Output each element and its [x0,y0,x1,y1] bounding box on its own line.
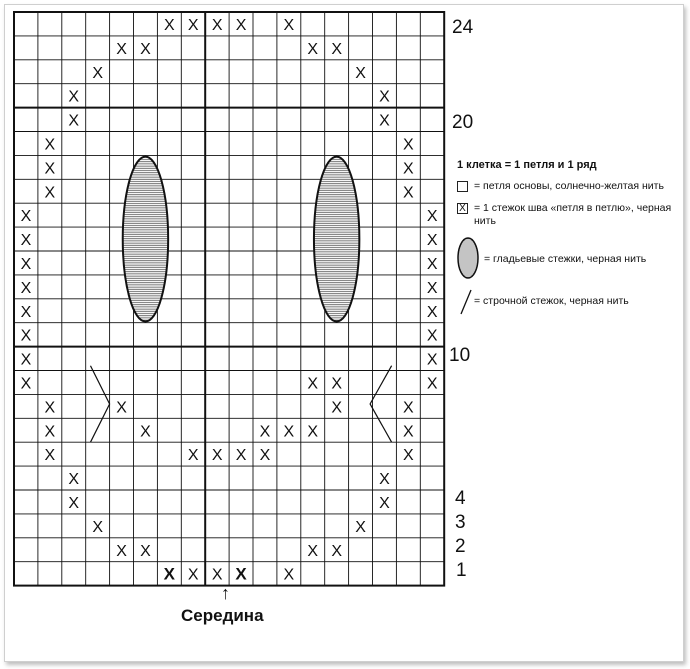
stitch-mark: X [307,40,319,58]
stitch-mark: X [20,255,32,273]
stitch-mark: X [68,88,80,106]
row-label-24: 24 [452,17,474,38]
row-label-10: 10 [449,345,471,366]
stitch-mark: X [20,303,32,321]
legend-item-satin: = гладьевые стежки, черная нить [484,253,647,265]
stitch-mark: X [68,112,80,130]
stitch-mark: X [426,232,438,250]
stitch-mark: X [20,351,32,369]
satin-ellipse-left [123,157,168,322]
stitch-mark: X [283,566,295,584]
stitch-mark: X [235,16,247,34]
stitch-mark: X [44,136,56,154]
stitch-mark: X [355,64,366,82]
stitch-mark: X [403,136,414,154]
stitch-mark: X [20,208,32,226]
stitch-mark: X [140,542,151,560]
stitch-mark: X [331,375,342,393]
stitch-mark: X [426,351,438,369]
stitch-mark: X [44,447,56,465]
legend-running-stitch-icon [459,288,473,316]
stitch-mark: X [307,542,319,560]
stitch-mark: X [379,112,390,130]
satin-ellipse-right [314,157,359,322]
stitch-mark: X [164,16,175,34]
stitch-mark: X [307,375,319,393]
row-label-2: 2 [455,536,466,557]
stitch-mark: X [379,471,390,489]
row-label-4: 4 [455,488,466,509]
row-label-1: 1 [456,560,467,581]
stitch-mark: X [426,375,438,393]
stitch-mark: X [140,423,151,441]
stitch-mark: X [20,327,32,345]
stitch-mark: X [426,327,438,345]
legend-stitch-icon: X [457,203,468,214]
stitch-mark: X [235,564,247,584]
stitch-mark: X [187,447,199,465]
stitch-mark: X [283,423,295,441]
stitch-mark: X [259,423,271,441]
stitch-mark: X [187,566,199,584]
legend-title: 1 клетка = 1 петля и 1 ряд [457,159,597,171]
stitch-mark: X [140,40,151,58]
stitch-mark: X [68,471,80,489]
stitch-mark: X [20,375,32,393]
stitch-mark: X [211,447,223,465]
stitch-mark: X [116,542,127,560]
stitch-mark: X [20,279,32,297]
middle-arrow-icon: ↑ [221,583,230,603]
stitch-mark: X [307,423,319,441]
stitch-mark: X [44,399,56,417]
stitch-mark: X [331,40,342,58]
stitch-mark: X [426,208,438,226]
stitch-mark: X [211,16,223,34]
stitch-mark: X [235,447,247,465]
stitch-mark: X [379,494,390,512]
stitch-mark: X [426,279,438,297]
legend-item-running-stitch: = строчной стежок, черная нить [474,295,629,307]
stitch-mark: X [355,518,366,536]
stitch-mark: X [403,160,414,178]
stitch-mark: X [403,423,414,441]
stitch-mark: X [68,494,80,512]
stitch-mark: X [187,16,199,34]
row-label-3: 3 [455,512,466,533]
stitch-mark: X [92,518,103,536]
stitch-mark: X [259,447,271,465]
stitch-mark: X [92,64,103,82]
stitch-mark: X [116,40,127,58]
stitch-mark: X [20,232,32,250]
stitch-mark: X [331,399,342,417]
legend-satin-icon [456,236,482,280]
stitch-mark: X [44,184,56,202]
stitch-mark: X [403,184,414,202]
stitch-mark: X [44,160,56,178]
legend-base-loop-icon [457,181,468,192]
stitch-mark: X [426,255,438,273]
stitch-mark: X [403,399,414,417]
middle-label: Середина [181,606,264,625]
stitch-mark: X [379,88,390,106]
stitch-mark: X [403,447,414,465]
stitch-mark: X [283,16,295,34]
stitch-mark: X [426,303,438,321]
legend-item-stitch: = 1 стежок шва «петля в петлю», черная нить [474,202,672,227]
stitch-mark: X [331,542,342,560]
stitch-mark: X [211,566,223,584]
row-label-20: 20 [452,112,474,133]
stitch-mark: X [116,399,127,417]
legend-item-base-loop: = петля основы, солнечно-желтая нить [474,180,664,192]
stitch-mark: X [44,423,56,441]
stitch-mark: X [163,564,176,584]
